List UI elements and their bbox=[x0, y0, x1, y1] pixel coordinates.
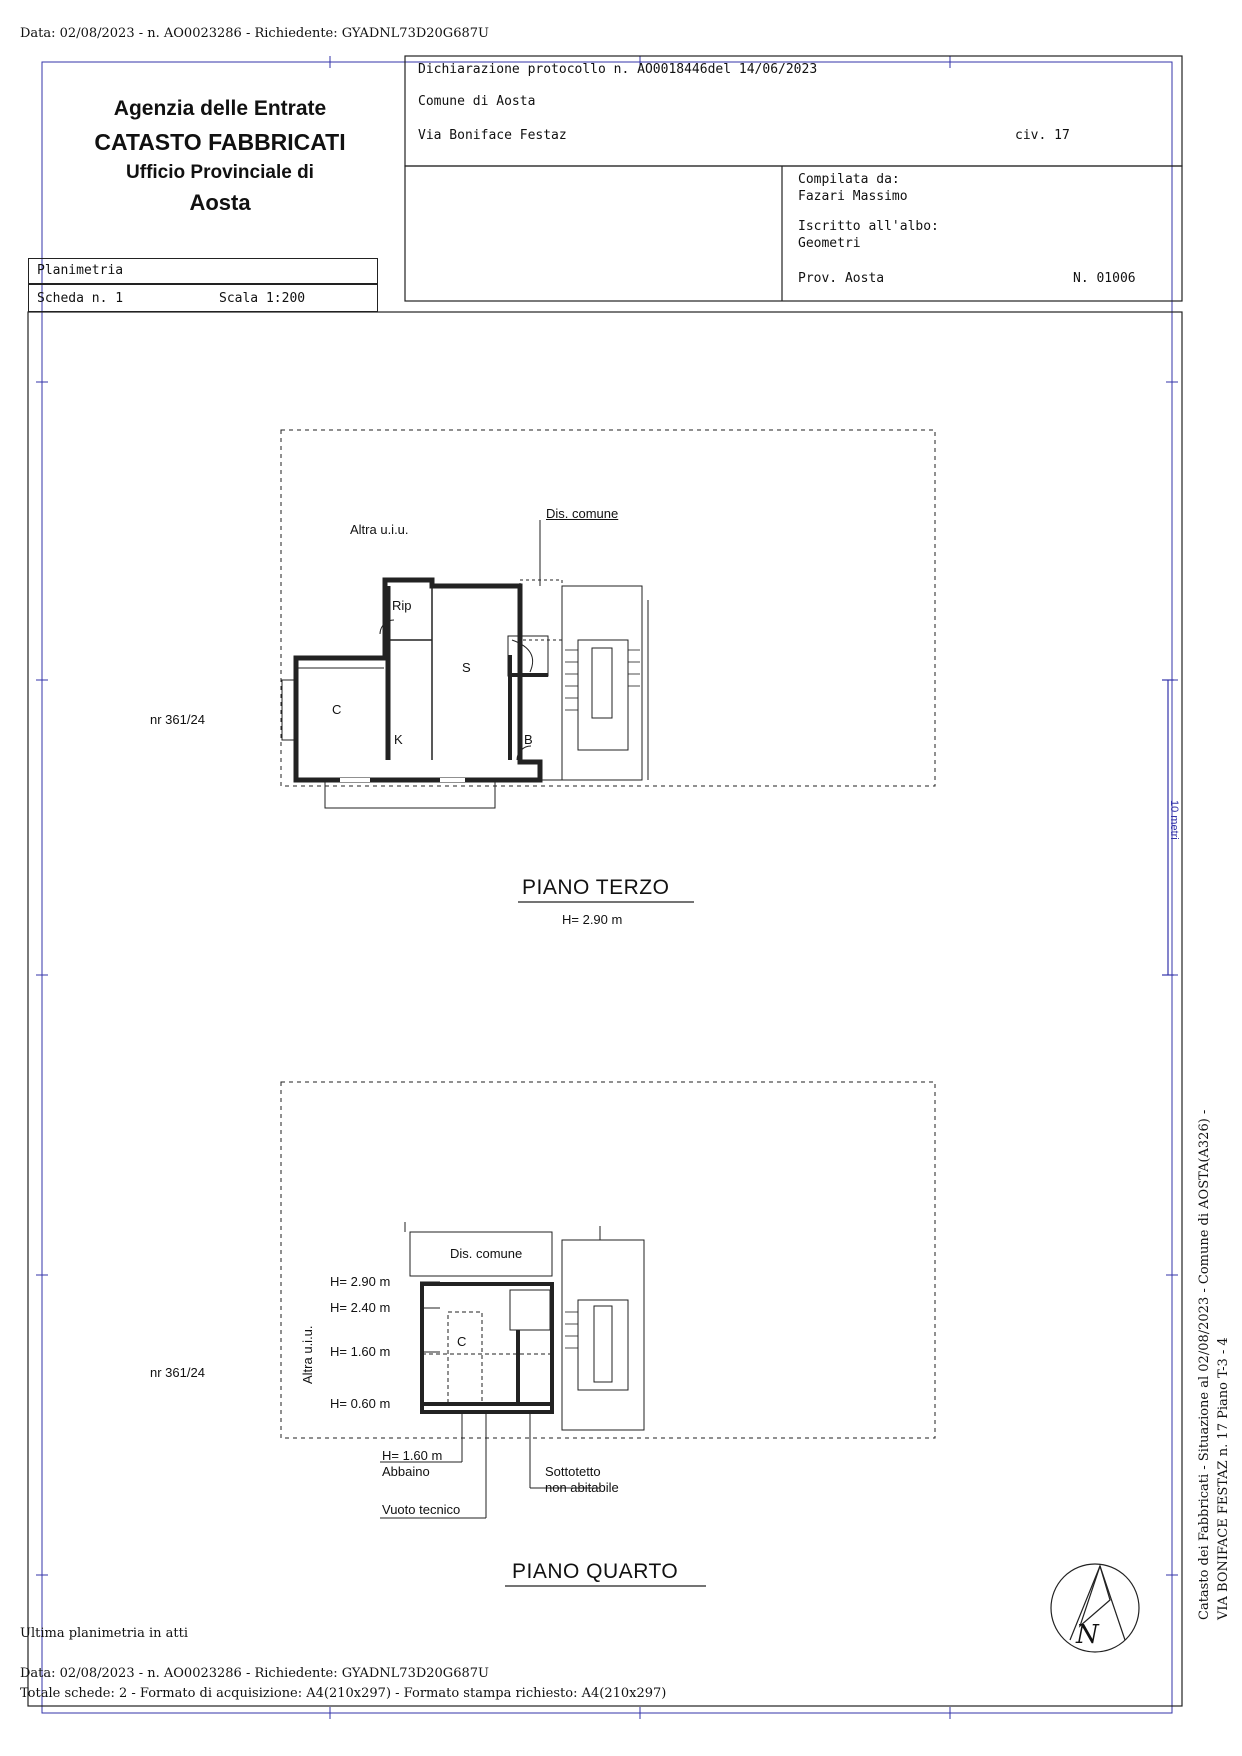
office-city: Aosta bbox=[189, 189, 251, 215]
abbaino-label: Abbaino bbox=[382, 1464, 430, 1479]
comune-line: Comune di Aosta bbox=[418, 94, 536, 109]
piano-quarto-title: PIANO QUARTO bbox=[512, 1560, 679, 1583]
quarto-parcel-number: nr 361/24 bbox=[150, 1365, 205, 1380]
scheda-box bbox=[28, 284, 378, 312]
abbaino-height: H= 1.60 m bbox=[382, 1448, 443, 1463]
side-note-line1: Catasto dei Fabbricati - Situazione al 02/08/2023 - Comune di AOSTA(A326) - bbox=[1197, 1109, 1212, 1620]
office-label: Ufficio Provinciale di bbox=[126, 162, 314, 183]
scheda-number: Scheda n. 1 bbox=[37, 291, 124, 306]
albo-label: Iscritto all'albo: bbox=[798, 219, 939, 234]
room-rip: Rip bbox=[392, 598, 412, 613]
agency-name: Agenzia delle Entrate bbox=[113, 97, 327, 120]
quarto-altra-uiu: Altra u.i.u. bbox=[300, 1325, 315, 1384]
sottotetto-label: Sottotetto bbox=[545, 1464, 601, 1479]
request-line-bottom: Data: 02/08/2023 - n. AO0023286 - Richiedente: GYADNL73D20G687U bbox=[20, 1666, 489, 1681]
piano-terzo-title: PIANO TERZO bbox=[522, 876, 670, 899]
main-drawing-frame bbox=[28, 312, 1182, 1706]
registration-number: N. 01006 bbox=[1073, 271, 1136, 286]
catasto-title: CATASTO FABBRICATI bbox=[94, 129, 346, 156]
compiler-box bbox=[405, 166, 1182, 301]
quarto-room-c: C bbox=[457, 1334, 467, 1349]
terzo-dis-comune: Dis. comune bbox=[546, 506, 619, 521]
height-1-60: H= 1.60 m bbox=[330, 1344, 391, 1359]
quarto-dis-comune: Dis. comune bbox=[450, 1246, 523, 1261]
room-s: S bbox=[462, 660, 471, 675]
province-label: Prov. Aosta bbox=[798, 271, 885, 286]
via-line: Via Boniface Festaz bbox=[418, 128, 567, 143]
north-letter: N bbox=[1076, 1620, 1099, 1650]
protocol-line: Dichiarazione protocollo n. AO0018446del 14/06/2023 bbox=[418, 62, 818, 77]
terzo-parcel-number: nr 361/24 bbox=[150, 712, 205, 727]
room-b: B bbox=[524, 732, 533, 747]
side-note-line2: VIA BONIFACE FESTAZ n. 17 Piano T-3 - 4 bbox=[1216, 1337, 1231, 1620]
height-0-60: H= 0.60 m bbox=[330, 1396, 391, 1411]
piano-terzo-height: H= 2.90 m bbox=[562, 912, 623, 927]
agency-block bbox=[60, 96, 380, 216]
vuoto-tecnico-label: Vuoto tecnico bbox=[382, 1502, 461, 1517]
civico-line: civ. 17 bbox=[1015, 128, 1070, 143]
height-2-40: H= 2.40 m bbox=[330, 1300, 391, 1315]
planimetria-label: Planimetria bbox=[37, 263, 124, 278]
ultima-planimetria: Ultima planimetria in atti bbox=[20, 1626, 188, 1641]
request-line-top: Data: 02/08/2023 - n. AO0023286 - Richiedente: GYADNL73D20G687U bbox=[20, 26, 489, 41]
totale-schede-line: Totale schede: 2 - Formato di acquisizione: A4(210x297) - Formato stampa richiesto: A4(210x297) bbox=[20, 1686, 667, 1701]
albo-value: Geometri bbox=[798, 236, 861, 251]
non-abitabile-label: non abitabile bbox=[545, 1480, 619, 1495]
scale-label: Scala 1:200 bbox=[219, 291, 306, 306]
planimetria-box bbox=[28, 258, 378, 284]
compiled-by-label: Compilata da: bbox=[798, 172, 900, 187]
compiler-name: Fazari Massimo bbox=[798, 189, 908, 204]
terzo-altra-uiu: Altra u.i.u. bbox=[350, 522, 409, 537]
plan-piano-terzo bbox=[281, 430, 935, 808]
height-2-90: H= 2.90 m bbox=[330, 1274, 391, 1289]
room-k: K bbox=[394, 732, 403, 747]
room-c: C bbox=[332, 702, 342, 717]
scale-bar-label: 10 metri bbox=[1168, 800, 1180, 840]
